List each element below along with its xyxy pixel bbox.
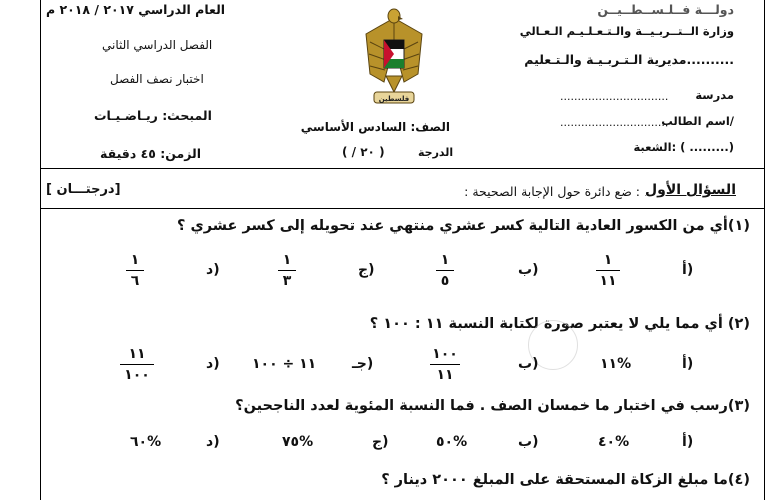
question-one-points: [ درجتـــان]: [46, 182, 121, 197]
question-one-title: السؤال الأول: [645, 182, 736, 198]
q1-option-d-label[interactable]: د): [206, 262, 220, 278]
q1-option-b-label[interactable]: ب): [518, 262, 539, 278]
semester: الفصل الدراسي الثاني: [102, 38, 213, 52]
q1-option-b-denominator: ٥: [440, 273, 450, 289]
q1-option-d-numerator: ١: [130, 252, 140, 268]
mark-label: الدرجة: [418, 146, 454, 159]
q1-option-c-numerator: ١: [282, 252, 292, 268]
q3-option-c-label[interactable]: ج): [372, 434, 389, 450]
q3-option-a-label[interactable]: أ): [682, 434, 694, 450]
exam-title: اختبار نصف الفصل: [110, 72, 204, 86]
emblem-caption: فلسطين: [378, 95, 410, 103]
q2-option-d-label[interactable]: د): [206, 356, 220, 372]
q1-option-c-denominator: ٣: [282, 273, 292, 289]
student-name-field[interactable]: ...............................: [560, 116, 669, 129]
q3-option-c-value[interactable]: ٧٥%: [282, 434, 314, 450]
q1-option-a-denominator: ١١: [599, 273, 617, 289]
q2-option-b-denominator: ١١: [436, 367, 454, 383]
q1-option-a-label[interactable]: أ): [682, 262, 694, 278]
q1-option-b-numerator: ١: [440, 252, 450, 268]
q3-option-d-value[interactable]: ٦٠%: [130, 434, 162, 450]
section-divider: [40, 208, 765, 209]
exam-duration: الزمن: ٤٥ دقيقة: [100, 146, 201, 161]
q2-option-d-numerator: ١١: [128, 346, 146, 362]
student-name-label: اسم الطالب/: [661, 114, 734, 128]
question-2-text: (٢) أي مما يلي لا يعتبر صورة لكتابة النسبة ١١ : ١٠٠ ؟: [369, 316, 750, 332]
state-name: دولـــة فــلـســطــيــن: [597, 2, 734, 17]
q2-option-a-label[interactable]: أ): [682, 356, 694, 372]
q2-option-c-label[interactable]: جـ): [352, 356, 374, 372]
q2-option-d-denominator: ١٠٠: [124, 367, 150, 383]
palestine-eagle-emblem: [362, 4, 426, 106]
q3-option-d-label[interactable]: د): [206, 434, 220, 450]
q2-option-b-numerator: ١٠٠: [432, 346, 458, 362]
frame-left-border: [40, 0, 41, 500]
q1-option-c-label[interactable]: ج): [358, 262, 375, 278]
q3-option-b-label[interactable]: ب): [518, 434, 539, 450]
q3-option-a-value[interactable]: ٤٠%: [598, 434, 630, 450]
frame-right-border: [764, 0, 765, 500]
subject: المبحث: ريـاضـيـات: [94, 108, 212, 123]
grade-label: الصف: السادس الأساسي: [300, 120, 450, 134]
directorate-name: مديرية الـتـربـيـة والـتـعليم..........: [524, 52, 734, 67]
question-1-text: (١)أي من الكسور العادية التالية كسر عشري منتهي عند تحويله إلى كسر عشري ؟: [177, 218, 750, 234]
q1-option-c-fraction[interactable]: [278, 252, 296, 289]
q2-option-a-value[interactable]: ١١%: [600, 356, 632, 372]
question-one-instruction: : ضع دائرة حول الإجابة الصحيحة :: [464, 184, 640, 199]
mark-value: ( / ٢٠ ): [342, 145, 385, 159]
q2-option-c-value[interactable]: ١١ ÷ ١٠٠: [252, 356, 317, 372]
q1-option-a-numerator: ١: [603, 252, 613, 268]
q2-option-b-label[interactable]: ب): [518, 356, 539, 372]
q1-option-a-fraction[interactable]: [596, 252, 620, 289]
q1-option-d-denominator: ٦: [130, 273, 140, 289]
header-divider: [40, 168, 765, 169]
q2-option-b-fraction[interactable]: [430, 346, 460, 383]
q3-option-b-value[interactable]: ٥٠%: [436, 434, 468, 450]
q2-option-d-fraction[interactable]: [120, 346, 154, 383]
school-field[interactable]: ...............................: [560, 90, 669, 103]
academic-year: العام الدراسي ٢٠١٧ / ٢٠١٨ م: [46, 2, 226, 17]
question-4-text: (٤)ما مبلغ الزكاة المستحقة على المبلغ ٢٠٠٠ دينار ؟: [381, 472, 750, 488]
q1-option-b-fraction[interactable]: [436, 252, 454, 289]
section-field: الشعبة: ( .........): [633, 140, 734, 154]
q1-option-d-fraction[interactable]: [126, 252, 144, 289]
question-3-text: (٣)رسب في اختبار ما خمسان الصف . فما النسبة المئوية لعدد الناجحين؟: [235, 398, 750, 414]
ministry-name: وزارة الــتــربـيــة والـتـعـلـيـم الـعـالي: [519, 24, 734, 38]
school-label: مدرسة: [695, 88, 734, 102]
